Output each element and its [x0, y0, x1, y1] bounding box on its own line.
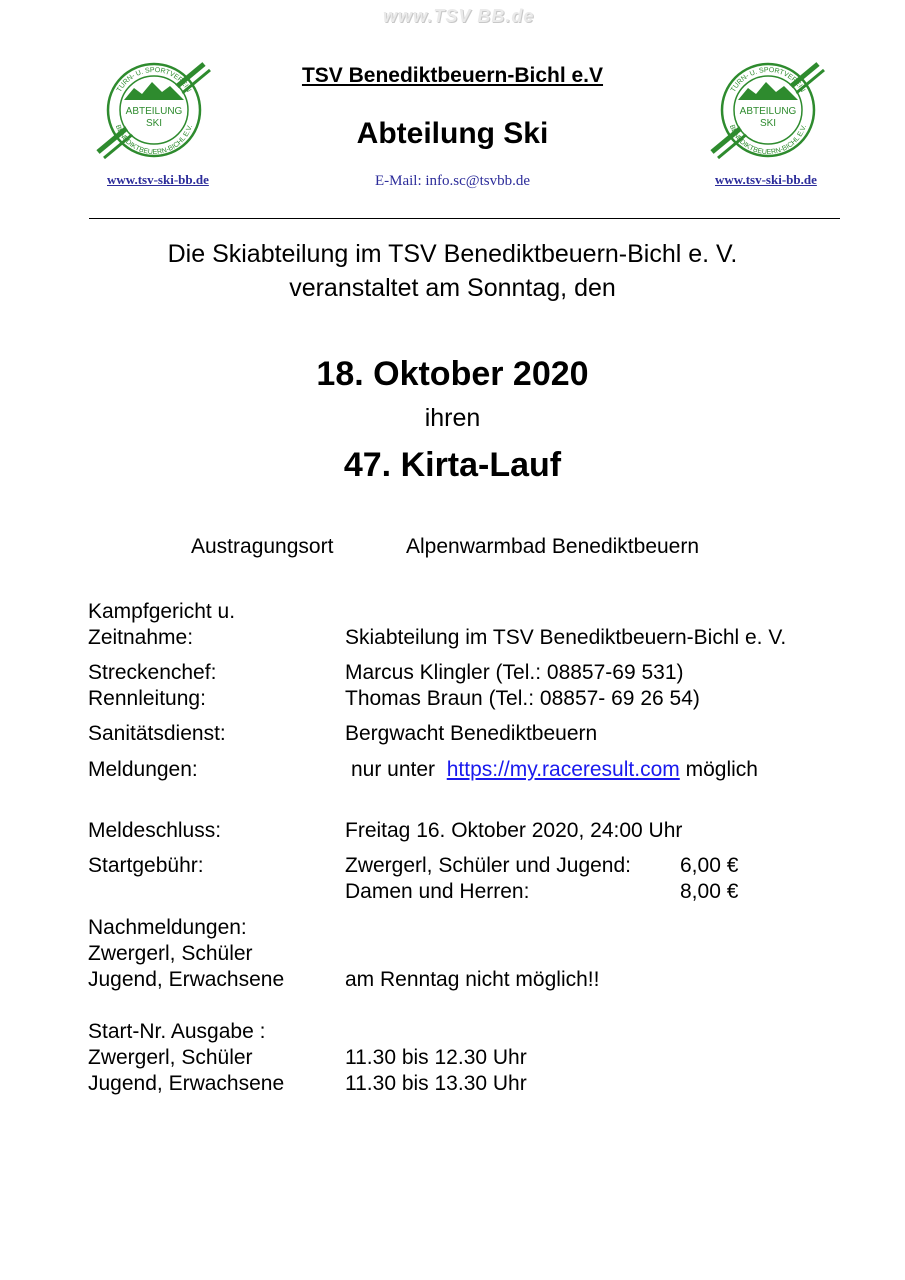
svg-text:ABTEILUNG: ABTEILUNG — [739, 106, 797, 117]
kampfgericht-label-2: Zeitnahme: — [88, 626, 194, 649]
sanitaetsdienst-label: Sanitätsdienst: — [88, 722, 226, 745]
rennleitung-value: Thomas Braun (Tel.: 08857- 69 26 54) — [345, 687, 700, 710]
nachmeldungen-value: am Renntag nicht möglich!! — [345, 968, 600, 991]
svg-text:SKI: SKI — [145, 118, 163, 129]
website-link-right[interactable]: www.tsv-ski-bb.de — [715, 172, 817, 187]
startnr-label: Start-Nr. Ausgabe : — [88, 1020, 266, 1043]
email-address[interactable]: E-Mail: info.sc@tsvbb.de — [374, 173, 531, 189]
startnr-group-2: Jugend, Erwachsene — [88, 1072, 285, 1095]
startnr-group-1: Zwergerl, Schüler — [88, 1046, 253, 1069]
website-link-left[interactable]: www.tsv-ski-bb.de — [107, 172, 209, 187]
raceresult-link[interactable]: https://my.raceresult.com — [446, 758, 680, 781]
club-name-heading — [0, 64, 905, 88]
svg-text:TURN- U. SPORTVEREIN: TURN- U. SPORTVEREIN — [729, 66, 807, 94]
fee-price-adults: 8,00 € — [680, 880, 739, 903]
kampfgericht-value: Skiabteilung im TSV Benediktbeuern-Bichl e. V. — [345, 626, 787, 649]
svg-text:SKI: SKI — [759, 118, 777, 129]
nachmeldungen-label: Nachmeldungen: — [88, 916, 247, 939]
watermark: www.TSV BB.de — [383, 6, 535, 26]
kampfgericht-label-1: Kampfgericht u. — [88, 600, 236, 623]
startnr-time-2: 11.30 bis 13.30 Uhr — [345, 1072, 527, 1095]
svg-text:BENEDIKTBEUERN-BICHL E.V.: BENEDIKTBEUERN-BICHL E.V. — [727, 124, 809, 157]
rennleitung-label: Rennleitung: — [88, 687, 206, 710]
intro-line-2: veranstaltet am Sonntag, den — [289, 274, 616, 302]
meldeschluss-value: Freitag 16. Oktober 2020, 24:00 Uhr — [345, 819, 683, 842]
venue-label: Austragungsort — [191, 535, 334, 558]
event-date: 18. Oktober 2020 — [316, 355, 589, 393]
fee-price-youth: 6,00 € — [680, 854, 739, 877]
fee-group-youth: Zwergerl, Schüler und Jugend: — [345, 854, 631, 877]
meldeschluss-label: Meldeschluss: — [88, 819, 222, 842]
meldungen-suffix: möglich — [685, 758, 758, 781]
streckenchef-label: Streckenchef: — [88, 661, 217, 684]
event-title: 47. Kirta-Lauf — [343, 446, 562, 484]
intro-connector: ihren — [424, 404, 481, 432]
svg-text:ABTEILUNG: ABTEILUNG — [125, 106, 183, 117]
venue-value: Alpenwarmbad Benediktbeuern — [406, 535, 700, 558]
startgebuehr-label: Startgebühr: — [88, 854, 204, 877]
intro-line-1: Die Skiabteilung im TSV Benediktbeuern-Bichl e. V. — [167, 240, 738, 268]
svg-text:BENEDIKTBEUERN-BICHL E.V.: BENEDIKTBEUERN-BICHL E.V. — [113, 124, 195, 157]
streckenchef-value: Marcus Klingler (Tel.: 08857-69 531) — [345, 661, 684, 684]
nachmeldungen-group-1: Zwergerl, Schüler — [88, 942, 253, 965]
sanitaetsdienst-value: Bergwacht Benediktbeuern — [345, 722, 598, 745]
meldungen-prefix: nur unter — [351, 758, 436, 781]
meldungen-value — [351, 758, 758, 782]
header-divider — [89, 218, 840, 219]
department-title: Abteilung Ski — [356, 117, 549, 150]
nachmeldungen-group-2: Jugend, Erwachsene — [88, 968, 285, 991]
club-name: TSV Benediktbeuern-Bichl e.V — [301, 64, 604, 87]
meldungen-label: Meldungen: — [88, 758, 198, 781]
fee-group-adults: Damen und Herren: — [345, 880, 530, 903]
startnr-time-1: 11.30 bis 12.30 Uhr — [345, 1046, 527, 1069]
svg-text:TURN- U. SPORTVEREIN: TURN- U. SPORTVEREIN — [115, 66, 193, 94]
